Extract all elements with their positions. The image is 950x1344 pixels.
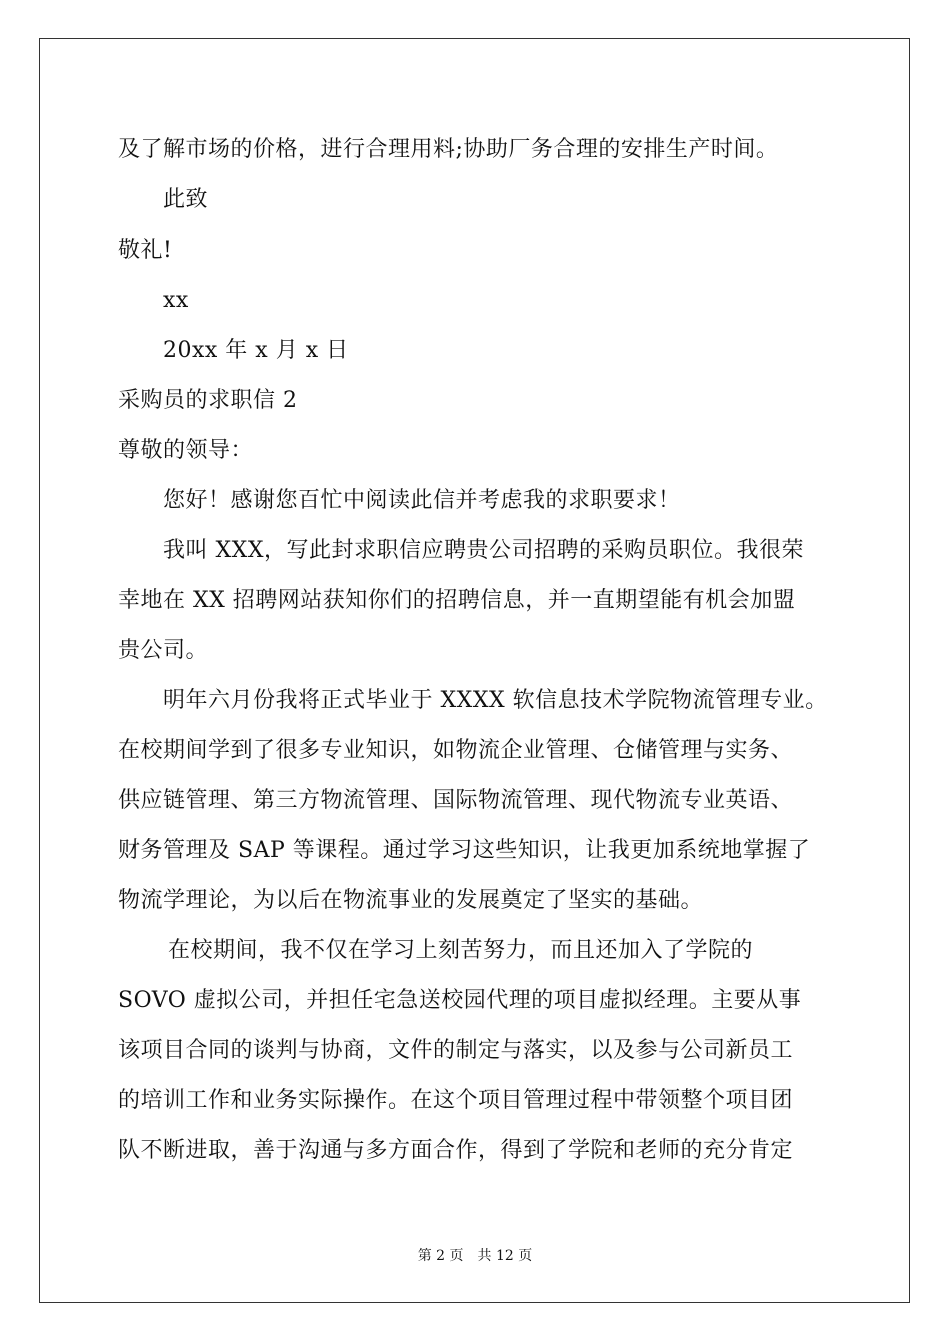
- text-line: 尊敬的领导：: [118, 438, 254, 463]
- text-line: 贵公司。: [118, 638, 209, 663]
- page-number: 第 2 页 共 12 页: [417, 1248, 533, 1264]
- text-line: 20xx 年 x 月 x 日: [163, 338, 349, 363]
- text-line: 财务管理及 SAP 等课程。通过学习这些知识，让我更加系统地掌握了: [118, 838, 811, 863]
- text-line: 该项目合同的谈判与协商，文件的制定与落实，以及参与公司新员工: [118, 1038, 794, 1063]
- text-line: 明年六月份我将正式毕业于 XXXX 软信息技术学院物流管理专业。: [163, 688, 828, 713]
- text-line: 的培训工作和业务实际操作。在这个项目管理过程中带领整个项目团: [118, 1088, 794, 1113]
- text-line: 您好！感谢您百忙中阅读此信并考虑我的求职要求！: [163, 488, 681, 513]
- text-line: 我叫 XXX，写此封求职信应聘贵公司招聘的采购员职位。我很荣: [163, 538, 804, 563]
- text-line: 物流学理论，为以后在物流事业的发展奠定了坚实的基础。: [118, 888, 704, 913]
- text-line: 幸地在 XX 招聘网站获知你们的招聘信息，并一直期望能有机会加盟: [118, 588, 796, 613]
- text-line: SOVO 虚拟公司，并担任宅急送校园代理的项目虚拟经理。主要从事: [118, 988, 802, 1013]
- text-line: 敬礼!: [118, 238, 173, 263]
- text-line: 在校期间，我不仅在学习上刻苦努力，而且还加入了学院的: [168, 938, 754, 963]
- text-line: 供应链管理、第三方物流管理、国际物流管理、现代物流专业英语、: [118, 788, 794, 813]
- text-line: 在校期间学到了很多专业知识，如物流企业管理、仓储管理与实务、: [118, 738, 794, 763]
- text-line: xx: [163, 288, 189, 313]
- section-title: 采购员的求职信 2: [118, 388, 298, 413]
- text-line: 此致: [163, 187, 209, 212]
- text-line: 及了解市场的价格，进行合理用料;协助厂务合理的安排生产时间。: [118, 137, 779, 162]
- text-line: 队不断进取，善于沟通与多方面合作，得到了学院和老师的充分肯定: [118, 1138, 794, 1163]
